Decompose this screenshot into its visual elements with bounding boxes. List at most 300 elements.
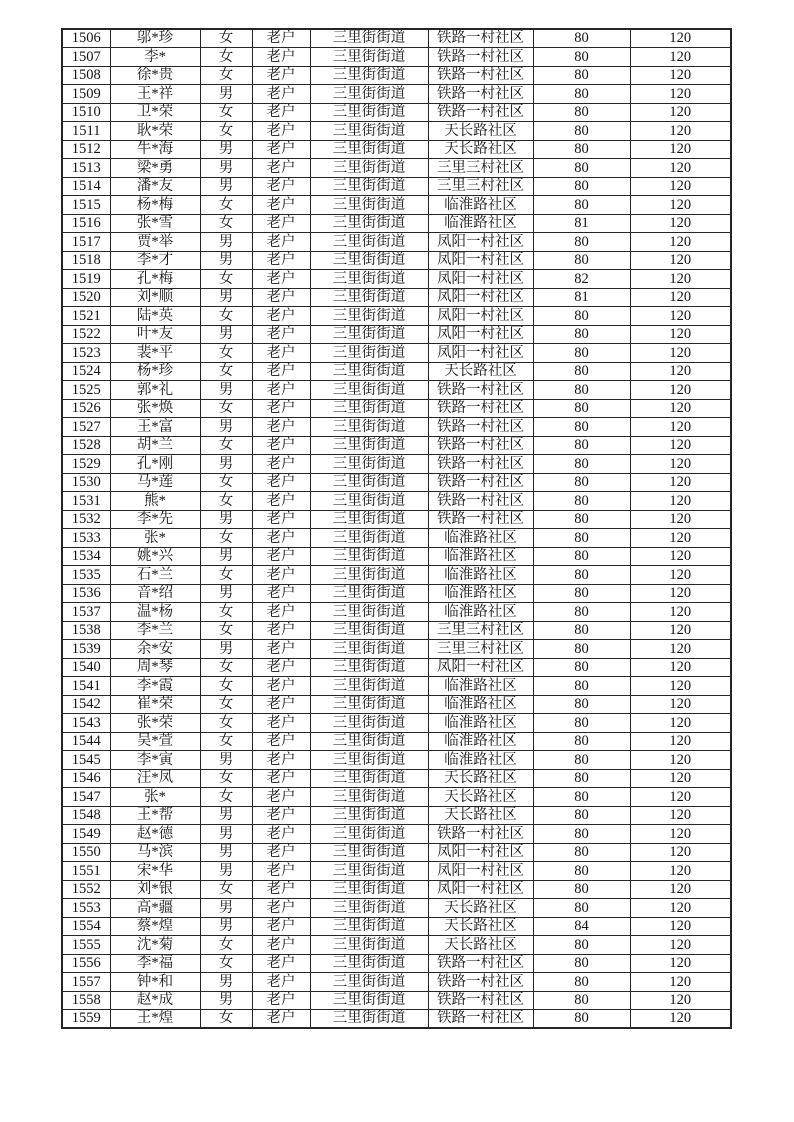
cell-household-type: 老户: [252, 862, 310, 881]
cell-value-a: 80: [533, 251, 630, 270]
cell-name: 沈*菊: [110, 936, 200, 955]
cell-community: 铁路一村社区: [428, 473, 533, 492]
cell-serial: 1512: [62, 140, 110, 159]
cell-gender: 女: [200, 621, 252, 640]
cell-value-a: 80: [533, 159, 630, 178]
cell-gender: 女: [200, 344, 252, 363]
cell-name: 钟*和: [110, 973, 200, 992]
cell-gender: 女: [200, 473, 252, 492]
cell-name: 温*杨: [110, 603, 200, 622]
cell-community: 临淮路社区: [428, 214, 533, 233]
cell-serial: 1531: [62, 492, 110, 511]
cell-name: 刘*银: [110, 880, 200, 899]
cell-name: 马*滨: [110, 843, 200, 862]
cell-value-a: 80: [533, 769, 630, 788]
cell-community: 天长路社区: [428, 769, 533, 788]
cell-serial: 1515: [62, 196, 110, 215]
cell-value-a: 80: [533, 658, 630, 677]
cell-value-b: 120: [630, 936, 731, 955]
cell-name: 陆*英: [110, 307, 200, 326]
table-row: [62, 233, 731, 252]
table-row: [62, 29, 731, 48]
cell-street: 三里街街道: [310, 732, 428, 751]
cell-gender: 女: [200, 603, 252, 622]
cell-serial: 1534: [62, 547, 110, 566]
cell-community: 临淮路社区: [428, 751, 533, 770]
cell-street: 三里街街道: [310, 251, 428, 270]
cell-street: 三里街街道: [310, 936, 428, 955]
cell-household-type: 老户: [252, 991, 310, 1010]
cell-value-a: 80: [533, 103, 630, 122]
cell-street: 三里街街道: [310, 917, 428, 936]
cell-name: 刘*顺: [110, 288, 200, 307]
cell-value-a: 80: [533, 677, 630, 696]
cell-value-b: 120: [630, 66, 731, 85]
cell-value-b: 120: [630, 584, 731, 603]
cell-value-a: 80: [533, 640, 630, 659]
cell-community: 铁路一村社区: [428, 1010, 533, 1029]
cell-value-b: 120: [630, 825, 731, 844]
cell-name: 邬*珍: [110, 29, 200, 48]
cell-serial: 1550: [62, 843, 110, 862]
table-row: [62, 455, 731, 474]
cell-gender: 男: [200, 510, 252, 529]
cell-community: 铁路一村社区: [428, 399, 533, 418]
cell-value-a: 81: [533, 214, 630, 233]
cell-household-type: 老户: [252, 159, 310, 178]
cell-value-a: 80: [533, 529, 630, 548]
cell-value-a: 81: [533, 288, 630, 307]
cell-serial: 1537: [62, 603, 110, 622]
cell-name: 孔*刚: [110, 455, 200, 474]
cell-name: 李*福: [110, 954, 200, 973]
cell-gender: 女: [200, 214, 252, 233]
cell-street: 三里街街道: [310, 954, 428, 973]
cell-street: 三里街街道: [310, 436, 428, 455]
cell-name: 李*寅: [110, 751, 200, 770]
cell-community: 天长路社区: [428, 788, 533, 807]
cell-community: 临淮路社区: [428, 714, 533, 733]
cell-serial: 1533: [62, 529, 110, 548]
cell-street: 三里街街道: [310, 455, 428, 474]
cell-value-a: 80: [533, 510, 630, 529]
cell-value-b: 120: [630, 843, 731, 862]
cell-name: 王*祥: [110, 85, 200, 104]
cell-household-type: 老户: [252, 769, 310, 788]
cell-community: 铁路一村社区: [428, 954, 533, 973]
cell-value-b: 120: [630, 233, 731, 252]
cell-gender: 女: [200, 529, 252, 548]
cell-value-a: 80: [533, 418, 630, 437]
cell-gender: 男: [200, 991, 252, 1010]
cell-serial: 1529: [62, 455, 110, 474]
cell-value-b: 120: [630, 381, 731, 400]
cell-community: 临淮路社区: [428, 196, 533, 215]
cell-street: 三里街街道: [310, 325, 428, 344]
cell-value-b: 120: [630, 436, 731, 455]
cell-household-type: 老户: [252, 418, 310, 437]
cell-value-a: 80: [533, 936, 630, 955]
cell-value-b: 120: [630, 714, 731, 733]
cell-gender: 女: [200, 307, 252, 326]
cell-household-type: 老户: [252, 547, 310, 566]
table-row: [62, 547, 731, 566]
cell-household-type: 老户: [252, 936, 310, 955]
cell-name: 蔡*煌: [110, 917, 200, 936]
cell-value-a: 80: [533, 48, 630, 67]
cell-community: 凤阳一村社区: [428, 251, 533, 270]
cell-value-a: 80: [533, 714, 630, 733]
cell-serial: 1552: [62, 880, 110, 899]
cell-value-b: 120: [630, 288, 731, 307]
table-row: [62, 48, 731, 67]
cell-household-type: 老户: [252, 880, 310, 899]
table-row: [62, 584, 731, 603]
cell-serial: 1549: [62, 825, 110, 844]
cell-value-b: 120: [630, 214, 731, 233]
cell-value-a: 80: [533, 1010, 630, 1029]
cell-value-b: 120: [630, 85, 731, 104]
cell-name: 李*霞: [110, 677, 200, 696]
cell-value-a: 80: [533, 954, 630, 973]
cell-value-a: 80: [533, 233, 630, 252]
cell-community: 铁路一村社区: [428, 48, 533, 67]
cell-name: 赵*德: [110, 825, 200, 844]
cell-name: 王*煌: [110, 1010, 200, 1029]
cell-community: 铁路一村社区: [428, 973, 533, 992]
cell-value-b: 120: [630, 140, 731, 159]
cell-gender: 女: [200, 769, 252, 788]
cell-value-a: 80: [533, 344, 630, 363]
cell-serial: 1516: [62, 214, 110, 233]
cell-serial: 1555: [62, 936, 110, 955]
cell-street: 三里街街道: [310, 899, 428, 918]
cell-gender: 女: [200, 936, 252, 955]
cell-value-a: 80: [533, 66, 630, 85]
cell-gender: 男: [200, 584, 252, 603]
cell-name: 李*才: [110, 251, 200, 270]
cell-value-b: 120: [630, 658, 731, 677]
cell-name: 张*: [110, 529, 200, 548]
table-row: [62, 140, 731, 159]
table-row: [62, 825, 731, 844]
cell-serial: 1553: [62, 899, 110, 918]
cell-gender: 男: [200, 325, 252, 344]
cell-name: 王*帮: [110, 806, 200, 825]
cell-serial: 1535: [62, 566, 110, 585]
cell-value-a: 80: [533, 436, 630, 455]
cell-name: 郭*礼: [110, 381, 200, 400]
table-row: [62, 991, 731, 1010]
cell-street: 三里街街道: [310, 362, 428, 381]
cell-value-b: 120: [630, 917, 731, 936]
cell-gender: 男: [200, 140, 252, 159]
table-row: [62, 177, 731, 196]
cell-value-b: 120: [630, 751, 731, 770]
cell-value-a: 80: [533, 603, 630, 622]
table-row: [62, 917, 731, 936]
cell-serial: 1530: [62, 473, 110, 492]
cell-value-a: 80: [533, 492, 630, 511]
cell-serial: 1540: [62, 658, 110, 677]
table-row: [62, 66, 731, 85]
cell-community: 铁路一村社区: [428, 85, 533, 104]
cell-name: 耿*荣: [110, 122, 200, 141]
cell-street: 三里街街道: [310, 418, 428, 437]
cell-street: 三里街街道: [310, 640, 428, 659]
cell-serial: 1546: [62, 769, 110, 788]
cell-community: 天长路社区: [428, 122, 533, 141]
cell-value-a: 80: [533, 825, 630, 844]
cell-gender: 女: [200, 566, 252, 585]
table-row: [62, 862, 731, 881]
cell-community: 天长路社区: [428, 806, 533, 825]
cell-household-type: 老户: [252, 492, 310, 511]
cell-street: 三里街街道: [310, 122, 428, 141]
cell-community: 铁路一村社区: [428, 492, 533, 511]
table-row: [62, 85, 731, 104]
cell-value-b: 120: [630, 418, 731, 437]
cell-household-type: 老户: [252, 621, 310, 640]
cell-value-a: 80: [533, 751, 630, 770]
cell-value-b: 120: [630, 566, 731, 585]
cell-serial: 1559: [62, 1010, 110, 1029]
table-row: [62, 843, 731, 862]
cell-name: 汪*凤: [110, 769, 200, 788]
cell-name: 叶*友: [110, 325, 200, 344]
table-row: [62, 344, 731, 363]
cell-street: 三里街街道: [310, 233, 428, 252]
cell-community: 天长路社区: [428, 140, 533, 159]
cell-serial: 1514: [62, 177, 110, 196]
cell-value-a: 80: [533, 862, 630, 881]
table-row: [62, 362, 731, 381]
cell-value-b: 120: [630, 251, 731, 270]
cell-street: 三里街街道: [310, 825, 428, 844]
cell-value-a: 80: [533, 122, 630, 141]
cell-community: 三里三村社区: [428, 159, 533, 178]
cell-street: 三里街街道: [310, 288, 428, 307]
cell-value-a: 80: [533, 362, 630, 381]
cell-gender: 男: [200, 843, 252, 862]
cell-household-type: 老户: [252, 658, 310, 677]
cell-gender: 女: [200, 658, 252, 677]
cell-serial: 1558: [62, 991, 110, 1010]
cell-street: 三里街街道: [310, 788, 428, 807]
table-row: [62, 880, 731, 899]
cell-household-type: 老户: [252, 714, 310, 733]
cell-street: 三里街街道: [310, 529, 428, 548]
table-body: [62, 29, 731, 1028]
cell-community: 铁路一村社区: [428, 436, 533, 455]
cell-name: 马*莲: [110, 473, 200, 492]
cell-gender: 女: [200, 270, 252, 289]
cell-street: 三里街街道: [310, 603, 428, 622]
cell-household-type: 老户: [252, 48, 310, 67]
cell-value-a: 80: [533, 196, 630, 215]
cell-household-type: 老户: [252, 103, 310, 122]
table-row: [62, 658, 731, 677]
cell-name: 卫*荣: [110, 103, 200, 122]
cell-name: 张*焕: [110, 399, 200, 418]
cell-community: 凤阳一村社区: [428, 288, 533, 307]
cell-serial: 1525: [62, 381, 110, 400]
cell-name: 宋*华: [110, 862, 200, 881]
cell-serial: 1545: [62, 751, 110, 770]
cell-value-b: 120: [630, 122, 731, 141]
table-row: [62, 473, 731, 492]
cell-name: 张*雪: [110, 214, 200, 233]
cell-community: 凤阳一村社区: [428, 880, 533, 899]
cell-value-b: 120: [630, 954, 731, 973]
table-row: [62, 899, 731, 918]
cell-value-b: 120: [630, 196, 731, 215]
cell-value-b: 120: [630, 1010, 731, 1029]
cell-street: 三里街街道: [310, 566, 428, 585]
cell-community: 凤阳一村社区: [428, 843, 533, 862]
cell-street: 三里街街道: [310, 103, 428, 122]
cell-household-type: 老户: [252, 251, 310, 270]
cell-gender: 男: [200, 640, 252, 659]
cell-name: 牛*海: [110, 140, 200, 159]
cell-community: 临淮路社区: [428, 695, 533, 714]
cell-value-a: 80: [533, 843, 630, 862]
cell-community: 铁路一村社区: [428, 825, 533, 844]
cell-gender: 男: [200, 251, 252, 270]
cell-street: 三里街街道: [310, 399, 428, 418]
table-row: [62, 159, 731, 178]
cell-gender: 男: [200, 899, 252, 918]
cell-serial: 1508: [62, 66, 110, 85]
cell-street: 三里街街道: [310, 991, 428, 1010]
cell-name: 裴*平: [110, 344, 200, 363]
table-row: [62, 677, 731, 696]
cell-name: 胡*兰: [110, 436, 200, 455]
cell-household-type: 老户: [252, 362, 310, 381]
cell-value-b: 120: [630, 621, 731, 640]
table-row: [62, 566, 731, 585]
cell-gender: 男: [200, 381, 252, 400]
cell-street: 三里街街道: [310, 769, 428, 788]
cell-value-b: 120: [630, 769, 731, 788]
cell-street: 三里街街道: [310, 621, 428, 640]
cell-serial: 1521: [62, 307, 110, 326]
cell-serial: 1541: [62, 677, 110, 696]
table-row: [62, 936, 731, 955]
cell-gender: 女: [200, 436, 252, 455]
cell-household-type: 老户: [252, 270, 310, 289]
cell-value-b: 120: [630, 510, 731, 529]
cell-household-type: 老户: [252, 1010, 310, 1029]
cell-household-type: 老户: [252, 806, 310, 825]
table-row: [62, 510, 731, 529]
cell-value-b: 120: [630, 991, 731, 1010]
cell-value-b: 120: [630, 362, 731, 381]
cell-street: 三里街街道: [310, 159, 428, 178]
cell-street: 三里街街道: [310, 177, 428, 196]
cell-value-a: 80: [533, 473, 630, 492]
table-row: [62, 288, 731, 307]
cell-household-type: 老户: [252, 325, 310, 344]
cell-name: 徐*贵: [110, 66, 200, 85]
cell-community: 临淮路社区: [428, 603, 533, 622]
cell-household-type: 老户: [252, 381, 310, 400]
cell-gender: 女: [200, 714, 252, 733]
cell-gender: 女: [200, 103, 252, 122]
cell-street: 三里街街道: [310, 344, 428, 363]
cell-gender: 女: [200, 880, 252, 899]
cell-household-type: 老户: [252, 66, 310, 85]
cell-value-a: 80: [533, 973, 630, 992]
cell-community: 铁路一村社区: [428, 103, 533, 122]
cell-value-a: 80: [533, 455, 630, 474]
cell-gender: 男: [200, 288, 252, 307]
table-row: [62, 714, 731, 733]
cell-street: 三里街街道: [310, 751, 428, 770]
table-row: [62, 270, 731, 289]
table-row: [62, 751, 731, 770]
cell-community: 三里三村社区: [428, 177, 533, 196]
cell-street: 三里街街道: [310, 843, 428, 862]
cell-community: 铁路一村社区: [428, 510, 533, 529]
cell-name: 高*疆: [110, 899, 200, 918]
table-row: [62, 325, 731, 344]
cell-household-type: 老户: [252, 603, 310, 622]
cell-household-type: 老户: [252, 788, 310, 807]
cell-value-a: 80: [533, 695, 630, 714]
table-row: [62, 603, 731, 622]
cell-community: 天长路社区: [428, 899, 533, 918]
cell-community: 铁路一村社区: [428, 66, 533, 85]
cell-gender: 男: [200, 455, 252, 474]
cell-name: 音*绍: [110, 584, 200, 603]
cell-gender: 女: [200, 29, 252, 48]
cell-gender: 女: [200, 677, 252, 696]
cell-household-type: 老户: [252, 973, 310, 992]
cell-household-type: 老户: [252, 177, 310, 196]
cell-value-b: 120: [630, 547, 731, 566]
cell-gender: 女: [200, 788, 252, 807]
cell-name: 崔*荣: [110, 695, 200, 714]
cell-serial: 1511: [62, 122, 110, 141]
cell-value-a: 80: [533, 806, 630, 825]
cell-gender: 女: [200, 122, 252, 141]
cell-value-b: 120: [630, 455, 731, 474]
cell-gender: 男: [200, 159, 252, 178]
cell-value-a: 80: [533, 381, 630, 400]
cell-community: 凤阳一村社区: [428, 270, 533, 289]
cell-value-b: 120: [630, 880, 731, 899]
cell-serial: 1519: [62, 270, 110, 289]
cell-name: 贾*举: [110, 233, 200, 252]
cell-serial: 1513: [62, 159, 110, 178]
cell-gender: 男: [200, 917, 252, 936]
cell-community: 铁路一村社区: [428, 381, 533, 400]
cell-serial: 1548: [62, 806, 110, 825]
cell-gender: 女: [200, 695, 252, 714]
cell-gender: 男: [200, 233, 252, 252]
table-row: [62, 806, 731, 825]
cell-street: 三里街街道: [310, 806, 428, 825]
cell-value-a: 82: [533, 270, 630, 289]
cell-street: 三里街街道: [310, 658, 428, 677]
cell-value-b: 120: [630, 399, 731, 418]
table-row: [62, 418, 731, 437]
cell-household-type: 老户: [252, 843, 310, 862]
table-row: [62, 436, 731, 455]
cell-household-type: 老户: [252, 825, 310, 844]
cell-name: 姚*兴: [110, 547, 200, 566]
